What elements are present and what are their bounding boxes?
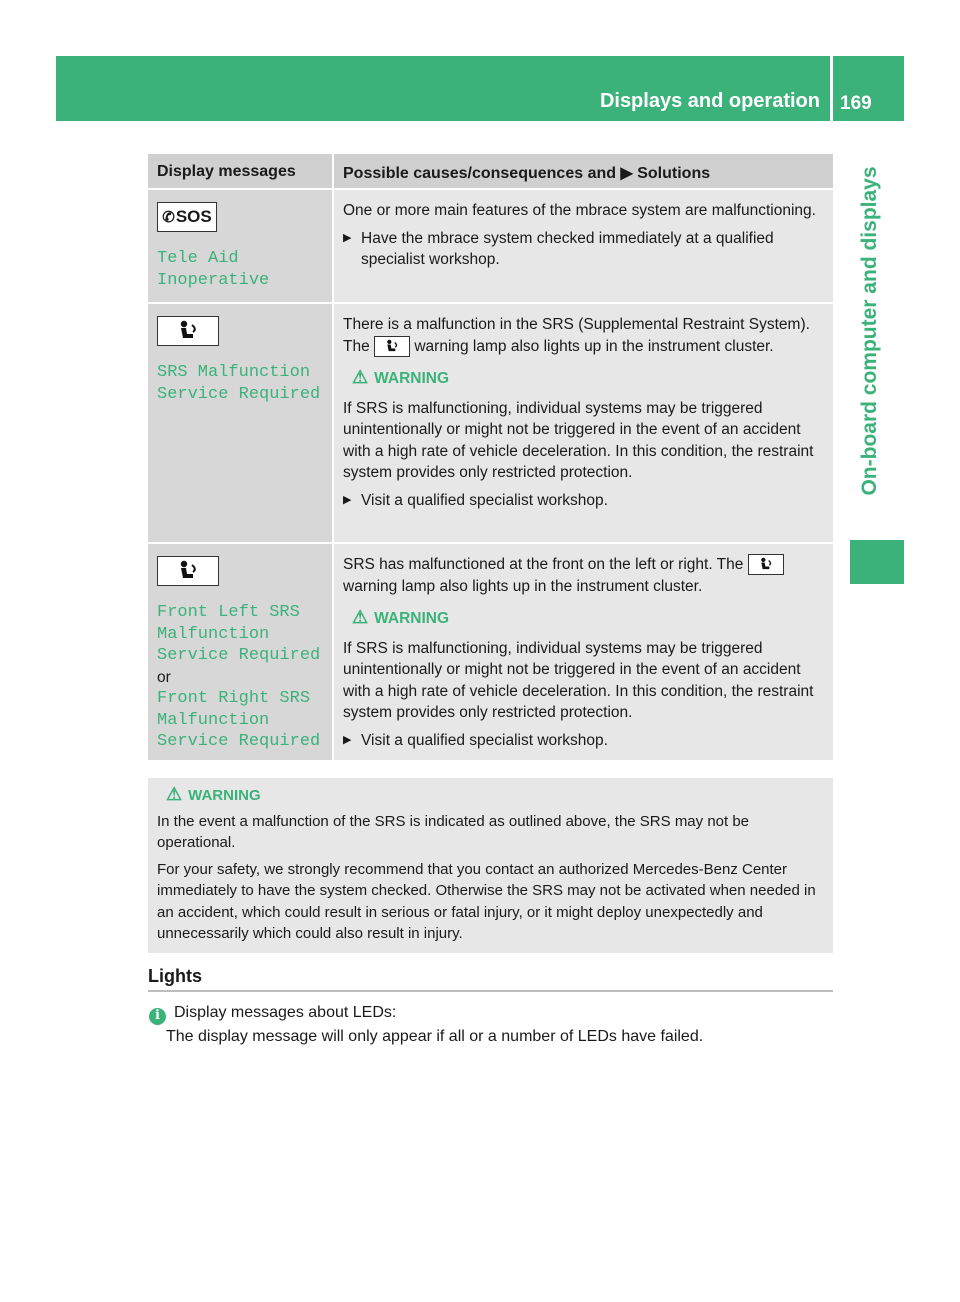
cause-cell — [334, 544, 833, 760]
column-header-causes — [334, 154, 833, 188]
airbag-warning-lamp-icon — [748, 554, 784, 575]
cause-text-start: SRS has malfunctioned at the front on the left or right. The — [343, 556, 744, 573]
display-message: Service Required — [157, 732, 321, 751]
warning-heading — [343, 607, 825, 630]
warning-label: WARNING — [374, 370, 450, 387]
column-header-causes-label: Possible causes/consequences and — [343, 165, 617, 182]
display-message: Service Required — [157, 384, 321, 404]
header-divider — [830, 56, 833, 121]
warning-triangle-icon: ⚠ — [166, 784, 183, 804]
display-message: Malfunction — [157, 624, 270, 644]
display-message: Tele Aid — [157, 249, 239, 268]
table-header-row — [148, 154, 833, 190]
cause-text — [343, 554, 825, 597]
warning-triangle-icon: ⚠ — [352, 367, 369, 387]
phone-icon: ✆ — [162, 209, 175, 226]
warning-heading — [343, 367, 825, 390]
warning-paragraph: For your safety, we strongly recommend that you contact an authorized Mercedes-Benz Center immediately to have the system checked. Otherwise the SRS may not be activated when needed in an accident, which could result in serious or fatal injury, or it might deploy unexpectedly and unnecessarily which could also result in injury. — [157, 860, 816, 942]
info-icon: i — [149, 1008, 166, 1025]
table-row — [148, 544, 833, 762]
display-message: Inoperative — [157, 270, 270, 290]
or-separator: or — [157, 668, 171, 686]
warning-label: WARNING — [374, 610, 450, 627]
column-header-messages: Display messages — [148, 154, 334, 188]
message-cell — [148, 304, 334, 542]
solution-step: ▶ Visit a qualified specialist workshop. — [343, 490, 825, 512]
airbag-person-icon — [157, 316, 219, 346]
warning-label: WARNING — [188, 787, 261, 804]
table-row — [148, 304, 833, 544]
airbag-warning-lamp-icon — [374, 336, 410, 357]
cause-text — [343, 314, 825, 357]
cause-text: One or more main features of the mbrace system are malfunctioning. — [343, 202, 816, 219]
sos-phone-icon — [157, 202, 217, 232]
solution-step: ▶ Have the mbrace system checked immediately at a qualified specialist workshop. — [343, 228, 825, 271]
side-tab-label: On-board computer and displays — [858, 166, 881, 496]
side-tab-marker — [850, 540, 904, 584]
cause-text-start: There is a malfunction in the SRS (Supplemental Restraint System). The — [343, 316, 810, 355]
column-header-solutions-label: Solutions — [637, 165, 711, 182]
display-message: SRS Malfunction — [157, 363, 311, 382]
cause-text-end: warning lamp also lights up in the instrument cluster. — [414, 337, 774, 355]
message-cell — [148, 190, 334, 302]
info-note-heading: Display messages about LEDs: — [174, 1004, 397, 1021]
display-message: Front Left SRS — [157, 603, 300, 622]
message-cell — [148, 544, 334, 760]
warning-text: If SRS is malfunctioning, individual systems may be triggered unintentionally or might not be triggered in the event of an accident with a high rate of vehicle deceleration. In this condition, the restraint system provides only restricted protection. — [343, 399, 814, 481]
cause-cell — [334, 304, 833, 542]
info-note — [149, 1002, 396, 1025]
section-divider — [148, 990, 833, 992]
warning-heading — [157, 784, 825, 807]
warning-triangle-icon: ⚠ — [352, 607, 369, 627]
airbag-person-icon — [157, 556, 219, 586]
display-message: Front Right SRS — [157, 689, 311, 708]
sos-icon-label: SOS — [175, 207, 212, 226]
page-title: Displays and operation — [599, 90, 820, 112]
warning-paragraph: In the event a malfunction of the SRS is indicated as outlined above, the SRS may not be operational. — [157, 812, 750, 851]
table-row — [148, 190, 833, 304]
cause-text-end: warning lamp also lights up in the instrument cluster. — [343, 577, 703, 595]
section-title-lights: Lights — [148, 966, 202, 986]
warning-text: If SRS is malfunctioning, individual systems may be triggered unintentionally or might not be triggered in the event of an accident with a high rate of vehicle deceleration. In this condition, the restraint system provides only restricted protection. — [343, 639, 814, 721]
display-message: Malfunction — [157, 710, 270, 730]
cause-cell — [334, 190, 833, 302]
srs-warning-box — [148, 778, 833, 953]
display-message: Service Required — [157, 646, 321, 665]
solution-step: ▶ Visit a qualified specialist workshop. — [343, 730, 825, 752]
display-messages-table — [148, 154, 833, 762]
arrow-right-icon: ▶ — [620, 165, 633, 182]
info-note-body: The display message will only appear if all or a number of LEDs have failed. — [166, 1028, 704, 1045]
page-number: 169 — [840, 93, 872, 114]
